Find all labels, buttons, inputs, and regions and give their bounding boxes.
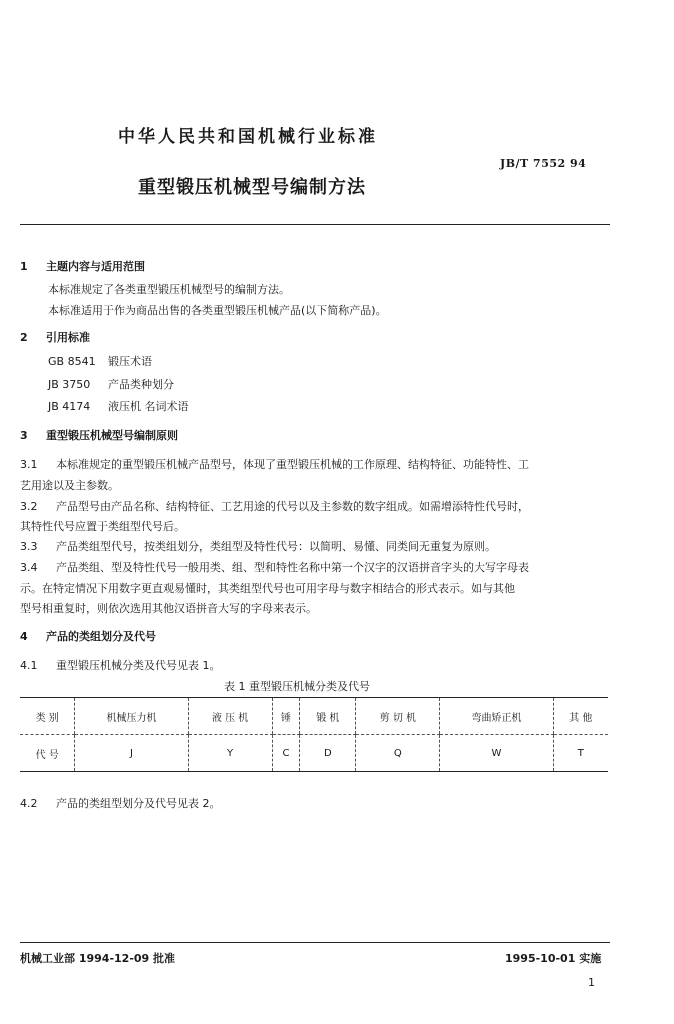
clause-3-2-continued: 其特性代号应置于类组型代号后。 xyxy=(20,520,185,533)
table-1-caption: 表 1 重型锻压机械分类及代号 xyxy=(224,680,370,693)
clause-4-2: 4.2 产品的类组型划分及代号见表 2。 xyxy=(20,797,221,810)
clause-4-1: 4.1 重型锻压机械分类及代号见表 1。 xyxy=(20,659,221,672)
table-header-cell: 锤 xyxy=(272,698,300,735)
table-header-cell: 液 压 机 xyxy=(188,698,272,735)
table-row xyxy=(20,735,608,772)
table-cell: C xyxy=(272,735,300,772)
table-header-cell: 剪 切 机 xyxy=(356,698,440,735)
section-1-heading: 1 主题内容与适用范围 xyxy=(20,260,145,273)
section-1-paragraph-1: 本标准规定了各类重型锻压机械型号的编制方法。 xyxy=(48,283,290,296)
clause-3-4-continued: 示。在特定情况下用数字更直观易懂时，其类组型代号也可用字母与数字相结合的形式表示。如与其他 xyxy=(20,582,515,595)
footer-divider xyxy=(20,942,610,943)
organization-header: 中华人民共和国机械行业标准 xyxy=(118,127,378,147)
page-number: 1 xyxy=(588,976,595,989)
table-cell: T xyxy=(553,735,608,772)
table-cell: 代 号 xyxy=(20,735,75,772)
table-cell: D xyxy=(300,735,356,772)
reference-item: GB 8541 锻压术语 xyxy=(48,355,152,368)
table-cell: Q xyxy=(356,735,440,772)
clause-3-3: 3.3 产品类组型代号，按类组划分，类组型及特性代号：以简明、易懂、同类间无重复为原则。 xyxy=(20,540,496,553)
table-header-cell: 类 别 xyxy=(20,698,75,735)
header-divider xyxy=(20,224,610,225)
clause-3-4-continued: 型号相重复时，则依次选用其他汉语拼音大写的字母来表示。 xyxy=(20,602,317,615)
table-cell: W xyxy=(440,735,553,772)
clause-3-1-continued: 艺用途以及主参数。 xyxy=(20,479,119,492)
reference-item: JB 4174 液压机 名词术语 xyxy=(48,400,189,413)
approval-note: 机械工业部 1994-12-09 批准 xyxy=(20,952,176,965)
table-cell: Y xyxy=(188,735,272,772)
clause-3-2: 3.2 产品型号由产品名称、结构特征、工艺用途的代号以及主参数的数字组成。如需增添特性代号时， xyxy=(20,500,529,513)
clause-3-1: 3.1 本标准规定的重型锻压机械产品型号，体现了重型锻压机械的工作原理、结构特征、功能特性、工 xyxy=(20,458,529,471)
implementation-date: 1995-10-01 实施 xyxy=(505,952,602,965)
table-header-cell: 其 他 xyxy=(553,698,608,735)
table-header-row xyxy=(20,698,608,735)
table-header-cell: 锻 机 xyxy=(300,698,356,735)
section-4-heading: 4 产品的类组划分及代号 xyxy=(20,630,156,643)
table-cell: J xyxy=(75,735,188,772)
document-title: 重型锻压机械型号编制方法 xyxy=(138,177,366,198)
table-header-cell: 机械压力机 xyxy=(75,698,188,735)
section-2-heading: 2 引用标准 xyxy=(20,331,90,344)
section-1-paragraph-2: 本标准适用于作为商品出售的各类重型锻压机械产品(以下简称产品)。 xyxy=(48,304,387,317)
classification-table xyxy=(20,697,608,772)
section-3-heading: 3 重型锻压机械型号编制原则 xyxy=(20,429,178,442)
reference-item: JB 3750 产品类种划分 xyxy=(48,378,174,391)
clause-3-4: 3.4 产品类组、型及特性代号一般用类、组、型和特性名称中第一个汉字的汉语拼音字头的大写字母表 xyxy=(20,561,529,574)
table-header-cell: 弯曲矫正机 xyxy=(440,698,553,735)
standard-code: JB/T 7552 94 xyxy=(500,157,587,170)
